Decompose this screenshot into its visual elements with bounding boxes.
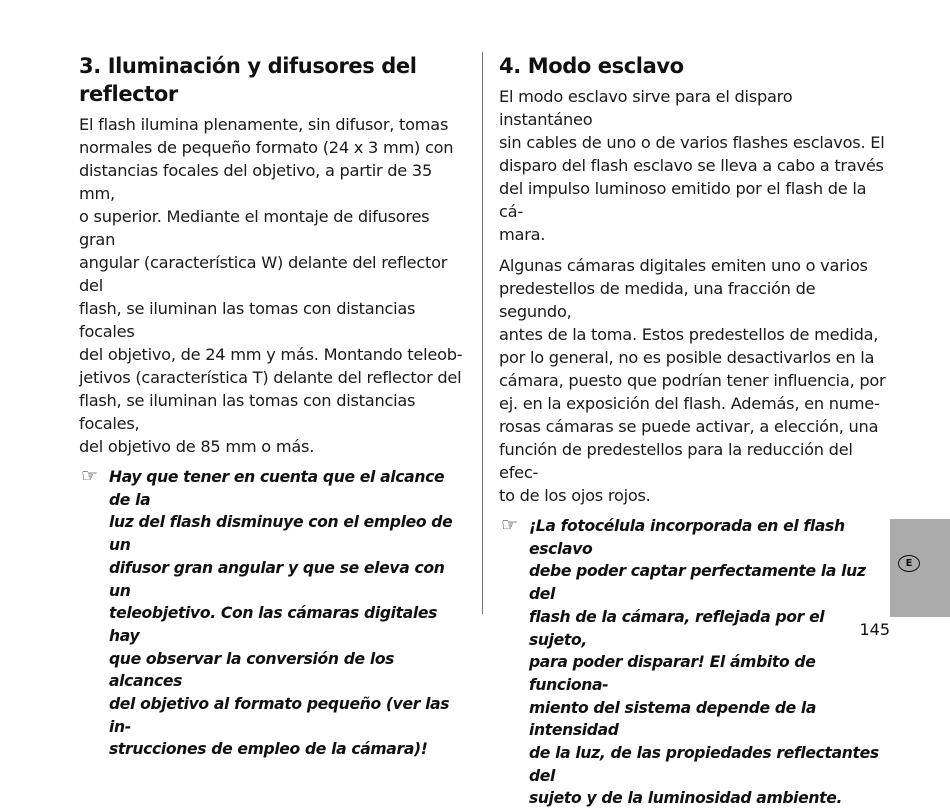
- text-line: Algunas cámaras digitales emiten uno o varios: [499, 256, 868, 275]
- note-line: del objetivo al formato pequeño (ver las in-: [109, 695, 450, 736]
- note-line: Hay que tener en cuenta que el alcance de la: [109, 468, 445, 509]
- text-line: angular (característica W) delante del reflector del: [79, 253, 448, 295]
- note-line: ¡La fotocélula incorporada en el flash esclavo: [529, 517, 845, 558]
- text-line: por lo general, no es posible desactivarlos en la: [499, 348, 875, 367]
- pointing-hand-icon: ☞: [501, 514, 519, 536]
- text-line: o superior. Mediante el montaje de difusores gran: [79, 207, 430, 249]
- note-text: [529, 515, 887, 810]
- note-line: difusor gran angular y que se eleva con un: [109, 558, 445, 600]
- language-badge: E: [898, 555, 920, 572]
- text-line: ej. en la exposición del flash. Además, en nume-: [499, 394, 880, 413]
- column-divider: [482, 52, 483, 614]
- note-line: luz del flash disminuye con el empleo de un: [109, 513, 453, 555]
- section-3-heading: 3. Iluminación y difusores del reflector: [79, 54, 417, 106]
- right-column: [499, 52, 887, 810]
- note-line: teleobjetivo. Con las cámaras digitales hay: [109, 604, 438, 645]
- text-line: flash, se iluminan las tomas con distancias focales: [79, 299, 416, 341]
- text-line: to de los ojos rojos.: [499, 486, 651, 505]
- section-4-paragraph-1: [499, 85, 887, 246]
- text-line: El flash ilumina plenamente, sin difusor, tomas: [79, 115, 449, 134]
- left-column: [79, 52, 466, 761]
- note-line: sujeto y de la luminosidad ambiente.: [529, 789, 843, 808]
- section-4-note: [499, 515, 887, 810]
- text-line: antes de la toma. Estos predestellos de medida,: [499, 325, 879, 344]
- page-number: 145: [859, 620, 890, 639]
- text-line: función de predestellos para la reducción del efec-: [499, 440, 853, 482]
- text-line: flash, se iluminan las tomas con distancias focales,: [79, 391, 416, 433]
- text-line: normales de pequeño formato (24 x 3 mm) con: [79, 138, 454, 157]
- text-line: rosas cámaras se puede activar, a elección, una: [499, 417, 879, 436]
- note-line: flash de la cámara, reflejada por el sujeto,: [529, 607, 825, 649]
- note-line: que observar la conversión de los alcances: [109, 649, 395, 691]
- text-line: El modo esclavo sirve para el disparo instantáneo: [499, 87, 793, 129]
- text-line: del objetivo, de 24 mm y más. Montando teleob-: [79, 345, 463, 364]
- text-line: cámara, puesto que podrían tener influencia, por: [499, 371, 886, 390]
- pointing-hand-icon: ☞: [81, 465, 99, 487]
- note-text: [109, 466, 466, 761]
- section-4-paragraph-2: [499, 254, 887, 507]
- text-line: distancias focales del objetivo, a partir de 35 mm,: [79, 161, 433, 203]
- text-line: mara.: [499, 225, 546, 244]
- text-line: jetivos (característica T) delante del reflector del: [79, 368, 462, 387]
- note-line: debe poder captar perfectamente la luz del: [529, 562, 866, 604]
- section-3-note: [79, 466, 466, 761]
- note-line: strucciones de empleo de la cámara)!: [109, 740, 428, 759]
- section-3-paragraph: [79, 113, 466, 458]
- note-line: miento del sistema depende de la intensidad: [529, 698, 817, 740]
- text-line: del impulso luminoso emitido por el flash de la cá-: [499, 179, 867, 221]
- note-line: para poder disparar! El ámbito de funciona-: [529, 653, 816, 694]
- text-line: sin cables de uno o de varios flashes esclavos. El: [499, 133, 885, 152]
- text-line: predestellos de medida, una fracción de segundo,: [499, 279, 816, 321]
- section-4-heading: 4. Modo esclavo: [499, 54, 684, 78]
- text-line: disparo del flash esclavo se lleva a cabo a través: [499, 156, 884, 175]
- text-line: del objetivo de 85 mm o más.: [79, 437, 315, 456]
- note-line: de la luz, de las propiedades reflectantes del: [529, 744, 879, 785]
